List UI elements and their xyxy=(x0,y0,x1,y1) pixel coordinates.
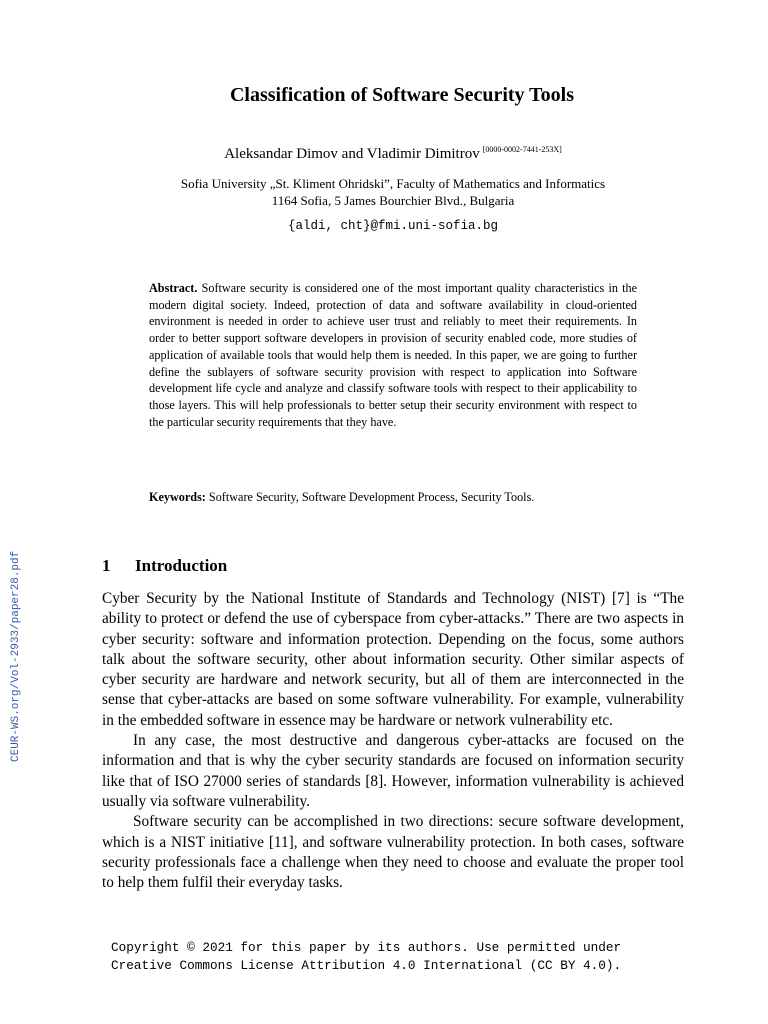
ceur-ws-side-stamp: CEUR-WS.org/Vol-2933/paper28.pdf xyxy=(10,550,22,762)
abstract-text: Software security is considered one of the most important quality characteristics in the modern digital society. Indeed, protection of data and software availability in cloud-oriented environment is needed in order to achieve user trust and reliably to meet their requirements. In order to better support software developers in provision of security enabled code, more studies of application of available tools that would help them is needed. In this paper, we are going to further define the sublayers of software security provision with respect to application into Software development life cycle and analyze and classify software tools with respect to their applicability to those layers. This will help professionals to better setup their security environment with respect to the particular security requirements that they have. xyxy=(149,281,638,429)
orcid-id: [0000-0002-7441-253X] xyxy=(482,145,562,154)
paragraph-1: Cyber Security by the National Institute of Standards and Technology (NIST) [7] is “The ability to protect or defend the use of cyberspace from cyber-attacks.” There are two aspects in cyber security: software and information protection. Depending on the focus, some authors talk about the software security, other about information security. Other similar aspects of cyber security are hardware and network security, but all of them are interconnected in the sense that cyber-attacks are based on some software vulnerability. For example, vulnerability in the embedded software in essence may be hardware or network vulnerability etc. xyxy=(102,590,684,729)
copyright-notice xyxy=(111,939,621,974)
keywords-label: Keywords: xyxy=(149,490,206,504)
paragraph-2: In any case, the most destructive and dangerous cyber-attacks are focused on the information and that is why the cyber security standards are focused on information security like that of ISO 27000 series of standards [8]. However, information vulnerability is achieved usually via software vulnerability. xyxy=(102,732,684,810)
author-email: {aldi, cht}@fmi.uni-sofia.bg xyxy=(287,219,499,233)
keywords xyxy=(149,489,637,506)
copyright-line-2: Creative Commons License Attribution 4.0 International (CC BY 4.0). xyxy=(111,957,622,973)
paragraph-3: Software security can be accomplished in two directions: secure software development, which is a NIST initiative [11], and software vulnerability protection. In both cases, software security professionals face a challenge when they need to choose and evaluate the proper tool to help them fulfil their everyday tasks. xyxy=(102,813,684,892)
authors: Aleksandar Dimov and Vladimir Dimitrov xyxy=(224,146,480,162)
author-line xyxy=(0,140,768,164)
affiliation-line-2: 1164 Sofia, 5 James Bourchier Blvd., Bulgaria xyxy=(271,192,515,208)
introduction-body xyxy=(102,589,684,893)
affiliation-line-1: Sofia University „St. Kliment Ohridski”, Faculty of Mathematics and Informatics xyxy=(180,176,606,191)
keywords-text: Software Security, Software Development Process, Security Tools. xyxy=(208,490,535,504)
paper-title: Classification of Software Security Tools xyxy=(229,84,575,106)
affiliation xyxy=(0,176,768,209)
section-number: 1 xyxy=(102,556,111,575)
section-title: Introduction xyxy=(135,556,228,575)
section-heading xyxy=(102,555,227,577)
abstract-label: Abstract. xyxy=(149,281,198,295)
copyright-line-1: Copyright © 2021 for this paper by its authors. Use permitted under xyxy=(111,940,622,955)
abstract xyxy=(149,280,637,430)
